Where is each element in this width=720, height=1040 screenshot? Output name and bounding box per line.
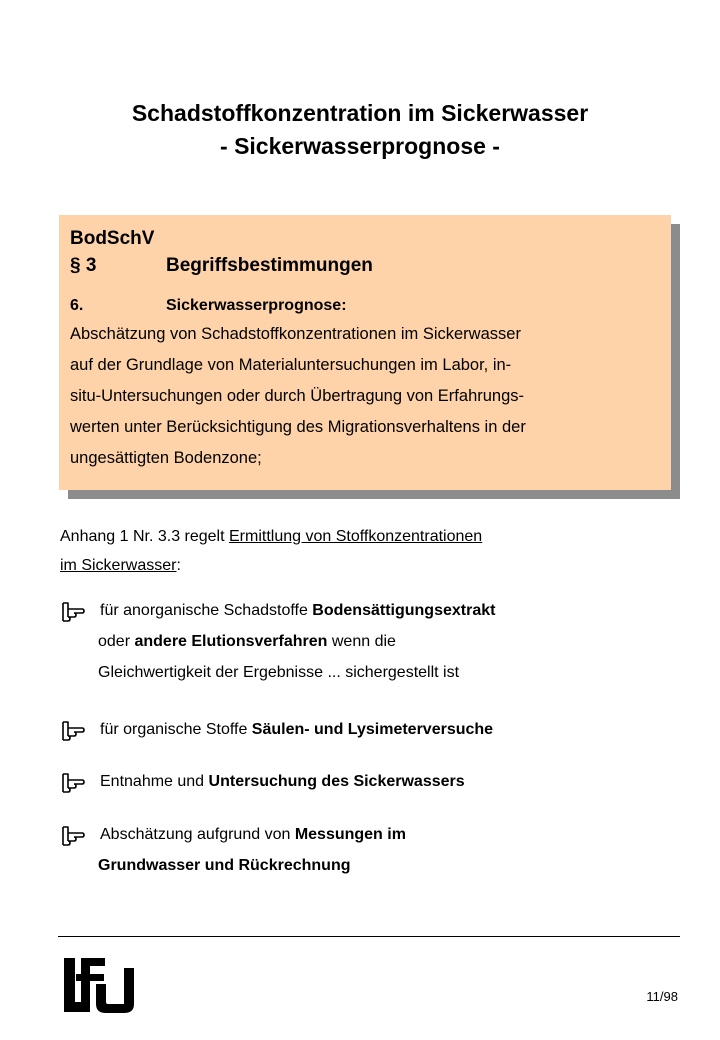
bullet-text: für anorganische Schadstoffe xyxy=(100,602,313,619)
section-heading xyxy=(70,252,659,279)
lfu-logo xyxy=(64,958,138,1019)
bullet-text: Abschätzung aufgrund von xyxy=(100,826,295,843)
pointing-hand-icon xyxy=(60,766,100,794)
bullet-text: oder xyxy=(98,633,135,650)
bullet-item xyxy=(60,819,406,881)
bullet-item xyxy=(60,595,495,688)
section-title: Begriffsbestimmungen xyxy=(166,255,373,276)
pointing-hand-icon xyxy=(60,819,100,847)
definition-line: werten unter Berücksichtigung des Migrationsverhaltens in der xyxy=(70,418,526,436)
definition-line: situ-Untersuchungen oder durch Übertragung von Erfahrungs- xyxy=(70,387,525,405)
law-name: BodSchV xyxy=(70,228,155,249)
annex-intro xyxy=(60,522,482,580)
annex-prefix: Anhang 1 Nr. 3.3 regelt xyxy=(60,528,229,545)
bullet-text: Gleichwertigkeit der Ergebnisse ... sichergestellt ist xyxy=(98,664,460,681)
page-title xyxy=(0,97,720,163)
bullet-text: für organische Stoffe xyxy=(100,721,252,738)
item-number: 6. xyxy=(70,297,84,314)
bullet-text: wenn die xyxy=(327,633,396,650)
definition-line: ungesättigten Bodenzone; xyxy=(70,449,262,467)
footer-divider xyxy=(58,936,680,937)
bullet-bold-text: Säulen- und Lysimeterversuche xyxy=(251,721,494,738)
annex-underlined-1: Ermittlung von Stoffkonzentrationen xyxy=(229,528,483,545)
pointing-hand-icon xyxy=(60,595,100,623)
bullet-bold-text: andere Elutionsverfahren xyxy=(134,633,328,650)
bullet-bold-text: Grundwasser und Rückrechnung xyxy=(98,857,351,874)
bullet-bold-text: Untersuchung des Sickerwassers xyxy=(208,773,465,790)
item-title: Sickerwasserprognose: xyxy=(166,297,347,314)
bullet-item xyxy=(60,766,465,797)
bullet-bold-text: Messungen im xyxy=(294,826,406,843)
title-line-2: - Sickerwasserprognose - xyxy=(220,133,500,159)
definition-heading xyxy=(70,297,659,315)
annex-suffix: : xyxy=(176,557,181,574)
pointing-hand-icon xyxy=(60,714,100,742)
section-number: § 3 xyxy=(70,255,97,276)
definition-line: auf der Grundlage von Materialuntersuchungen im Labor, in- xyxy=(70,356,512,374)
annex-underlined-2: im Sickerwasser xyxy=(60,557,177,574)
definition-line: Abschätzung von Schadstoffkonzentrationen im Sickerwasser xyxy=(70,325,521,343)
definition-text xyxy=(70,319,659,474)
definition-box xyxy=(59,215,671,490)
bullet-item xyxy=(60,714,493,745)
bullet-bold-text: Bodensättigungsextrakt xyxy=(312,602,496,619)
page-number: 11/98 xyxy=(646,989,678,1004)
title-line-1: Schadstoffkonzentration im Sickerwasser xyxy=(131,100,589,126)
bullet-text: Entnahme und xyxy=(100,773,209,790)
